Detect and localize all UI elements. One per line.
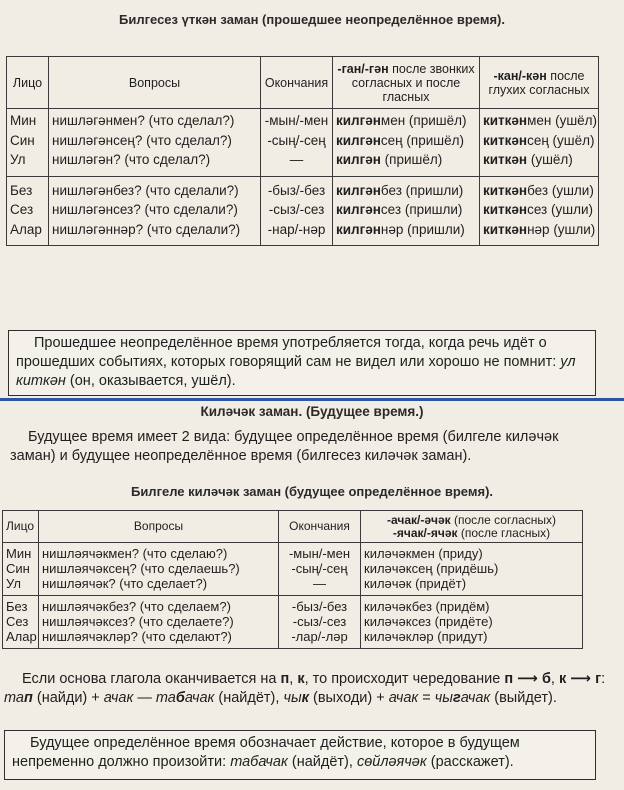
header-endings: Окончания bbox=[261, 57, 333, 109]
table-row-singular bbox=[7, 109, 599, 177]
header-questions: Вопросы bbox=[49, 57, 261, 109]
header-voiceless: -кан/-кән после глухих согласных bbox=[480, 57, 599, 109]
questions-cell: нишләячәкмен? (что сделаю?) нишләячәксең? (что сделаешь?) нишләячәк? (что сделает?) bbox=[39, 543, 279, 596]
past-indefinite-table bbox=[6, 56, 599, 246]
section-title: Билгесез үткән заман (прошедшее неопределённое время). bbox=[119, 12, 505, 27]
persons-cell: Мин Син Ул bbox=[7, 109, 49, 177]
voiceless-forms-cell: киткәнмен (ушёл) киткәнсең (ушёл) киткән (ушёл) bbox=[480, 109, 599, 177]
future-definite-title: Билгеле киләчәк заман (будущее определённое время). bbox=[130, 484, 494, 499]
table-header-row bbox=[7, 57, 599, 109]
questions-cell: нишләгәнмен? (что сделал?) нишләгәнсең? (что сделал?) нишләгән? (что сделал?) bbox=[49, 109, 261, 177]
voiced-forms-cell: килгәнмен (пришёл) килгәнсең (пришёл) килгән (пришёл) bbox=[333, 109, 480, 177]
table-header-row bbox=[3, 511, 583, 543]
persons-cell: Мин Син Ул bbox=[3, 543, 39, 596]
questions-cell: нишләячәкбез? (что сделаем?) нишләячәксез? (что сделаете?) нишләячәкләр? (что сделают?) bbox=[39, 596, 279, 649]
header-questions: Вопросы bbox=[39, 511, 279, 543]
persons-cell: Без Сез Алар bbox=[7, 176, 49, 246]
voiceless-forms-cell: киткәнбез (ушли) киткәнсез (ушли) киткәннәр (ушли) bbox=[480, 176, 599, 246]
future-definite-table bbox=[2, 510, 583, 649]
header-person: Лицо bbox=[7, 57, 49, 109]
persons-cell: Без Сез Алар bbox=[3, 596, 39, 649]
forms-cell: киләчәкбез (придём) киләчәксез (придёте) киләчәкләр (придут) bbox=[361, 596, 583, 649]
header-endings: Окончания bbox=[279, 511, 361, 543]
future-title: Киләчәк заман. (Будущее время.) bbox=[200, 404, 424, 419]
forms-cell: киләчәкмен (приду) киләчәксең (придёшь) киләчәк (придёт) bbox=[361, 543, 583, 596]
future-usage-note: Будущее определённое время обозначает действие, которое в будущем непременно должно произойти: табачак (найдёт), сөйләячәк (расскажет). bbox=[4, 730, 596, 780]
voiced-forms-cell: килгәнбез (пришли) килгәнсез (пришли) килгәннәр (пришли) bbox=[333, 176, 480, 246]
future-intro: Будущее время имеет 2 вида: будущее определённое время (билгеле киләчәк заман) и будущее неопределённое время (билгесез киләчәк заман). bbox=[10, 429, 559, 464]
header-suffixes: -ачак/-әчәк (после согласных) -ячак/-ячәк (после гласных) bbox=[361, 511, 583, 543]
header-person: Лицо bbox=[3, 511, 39, 543]
endings-cell: -быз/-без -сыз/-сез -лар/-ләр bbox=[279, 596, 361, 649]
endings-cell: -быз/-без -сыз/-сез -нар/-нәр bbox=[261, 176, 333, 246]
past-usage-note: Прошедшее неопределённое время употребляется тогда, когда речь идёт о прошедших событиях, которых говорящий сам не видел или хорошо не помнит: ул киткән (он, оказывается, ушёл). bbox=[8, 330, 596, 396]
section-divider bbox=[0, 398, 624, 401]
endings-cell: -мын/-мен -сың/-сең — bbox=[261, 109, 333, 177]
table-row-singular bbox=[3, 543, 583, 596]
table-row-plural bbox=[7, 176, 599, 246]
table-row-plural bbox=[3, 596, 583, 649]
header-voiced: -ган/-гән после звонких согласных и после гласных bbox=[333, 57, 480, 109]
questions-cell: нишләгәнбез? (что сделали?) нишләгәнсез? (что сделали?) нишләгәннәр? (что сделали?) bbox=[49, 176, 261, 246]
alternation-rule: Если основа глагола оканчивается на п, к, то происходит чередование п ⟶ б, к ⟶ г: тап (найди) + ачак — табачак (найдёт), чык (выходи) + ачак = чыгачак (выйдет). bbox=[4, 671, 606, 706]
endings-cell: -мын/-мен -сың/-сең — bbox=[279, 543, 361, 596]
